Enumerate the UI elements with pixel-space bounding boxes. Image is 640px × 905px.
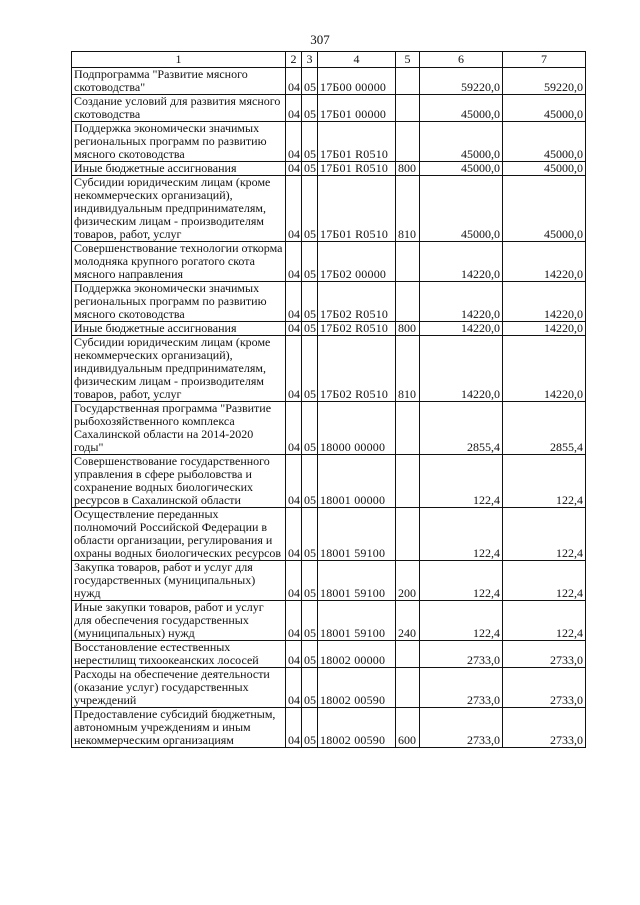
section-code: 04: [286, 68, 302, 95]
budget-table: [71, 51, 586, 748]
section-code: 04: [286, 641, 302, 668]
target-article-code: 18001 59100: [318, 508, 396, 561]
section-code: 04: [286, 176, 302, 242]
table-row: [72, 282, 586, 322]
amount-col-7: 2733,0: [503, 641, 586, 668]
target-article-code: 17Б02 00000: [318, 242, 396, 282]
expense-type-code: [396, 455, 420, 508]
subsection-code: 05: [302, 176, 318, 242]
subsection-code: 05: [302, 455, 318, 508]
item-name: Поддержка экономически значимых региональных программ по развитию мясного скотоводства: [72, 282, 286, 322]
section-code: 04: [286, 336, 302, 402]
item-name: Расходы на обеспечение деятельности (оказание услуг) государственных учреждений: [72, 668, 286, 708]
item-name: Субсидии юридическим лицам (кроме некоммерческих организаций), индивидуальным предпринимателям, физическим лицам - производителям товаров, работ, услуг: [72, 176, 286, 242]
section-code: 04: [286, 322, 302, 336]
table-row: [72, 708, 586, 748]
table-row: [72, 322, 586, 336]
table-row: [72, 95, 586, 122]
table-row: [72, 176, 586, 242]
target-article-code: 18001 00000: [318, 455, 396, 508]
table-header-row: [72, 52, 586, 68]
section-code: 04: [286, 122, 302, 162]
amount-col-6: 2733,0: [420, 668, 503, 708]
target-article-code: 17Б02 R0510: [318, 322, 396, 336]
expense-type-code: [396, 641, 420, 668]
expense-type-code: [396, 68, 420, 95]
page-number: 307: [310, 32, 330, 47]
amount-col-6: 2855,4: [420, 402, 503, 455]
section-code: 04: [286, 162, 302, 176]
amount-col-7: 14220,0: [503, 282, 586, 322]
expense-type-code: [396, 242, 420, 282]
section-code: 04: [286, 455, 302, 508]
table-row: [72, 242, 586, 282]
amount-col-6: 122,4: [420, 455, 503, 508]
subsection-code: 05: [302, 641, 318, 668]
item-name: Государственная программа "Развитие рыбохозяйственного комплекса Сахалинской области на 2014-2020 годы": [72, 402, 286, 455]
amount-col-6: 45000,0: [420, 176, 503, 242]
item-name: Создание условий для развития мясного скотоводства: [72, 95, 286, 122]
amount-col-7: 2733,0: [503, 668, 586, 708]
expense-type-code: [396, 402, 420, 455]
item-name: Совершенствование государственного управления в сфере рыболовства и сохранение водных биологических ресурсов в Сахалинской области: [72, 455, 286, 508]
amount-col-7: 14220,0: [503, 336, 586, 402]
amount-col-6: 122,4: [420, 508, 503, 561]
table-row: [72, 336, 586, 402]
table-row: [72, 641, 586, 668]
header-col-7: 7: [503, 52, 586, 68]
amount-col-7: 14220,0: [503, 322, 586, 336]
header-col-5: 5: [396, 52, 420, 68]
target-article-code: 18002 00590: [318, 668, 396, 708]
subsection-code: 05: [302, 402, 318, 455]
table-row: [72, 561, 586, 601]
amount-col-7: 14220,0: [503, 242, 586, 282]
amount-col-6: 45000,0: [420, 95, 503, 122]
subsection-code: 05: [302, 68, 318, 95]
table-row: [72, 402, 586, 455]
amount-col-7: 122,4: [503, 561, 586, 601]
amount-col-7: 45000,0: [503, 176, 586, 242]
section-code: 04: [286, 561, 302, 601]
expense-type-code: 800: [396, 162, 420, 176]
subsection-code: 05: [302, 95, 318, 122]
expense-type-code: [396, 282, 420, 322]
amount-col-6: 45000,0: [420, 122, 503, 162]
amount-col-6: 59220,0: [420, 68, 503, 95]
amount-col-7: 45000,0: [503, 162, 586, 176]
amount-col-6: 14220,0: [420, 282, 503, 322]
amount-col-7: 122,4: [503, 455, 586, 508]
amount-col-7: 2733,0: [503, 708, 586, 748]
subsection-code: 05: [302, 508, 318, 561]
subsection-code: 05: [302, 561, 318, 601]
table-row: [72, 455, 586, 508]
subsection-code: 05: [302, 708, 318, 748]
item-name: Иные закупки товаров, работ и услуг для обеспечения государственных (муниципальных) нужд: [72, 601, 286, 641]
item-name: Подпрограмма "Развитие мясного скотоводства": [72, 68, 286, 95]
expense-type-code: [396, 95, 420, 122]
amount-col-7: 59220,0: [503, 68, 586, 95]
target-article-code: 18002 00000: [318, 641, 396, 668]
item-name: Закупка товаров, работ и услуг для государственных (муниципальных) нужд: [72, 561, 286, 601]
subsection-code: 05: [302, 282, 318, 322]
amount-col-6: 14220,0: [420, 322, 503, 336]
amount-col-6: 122,4: [420, 561, 503, 601]
target-article-code: 18001 59100: [318, 601, 396, 641]
section-code: 04: [286, 668, 302, 708]
table-row: [72, 122, 586, 162]
subsection-code: 05: [302, 242, 318, 282]
item-name: Иные бюджетные ассигнования: [72, 162, 286, 176]
section-code: 04: [286, 402, 302, 455]
subsection-code: 05: [302, 122, 318, 162]
subsection-code: 05: [302, 668, 318, 708]
section-code: 04: [286, 508, 302, 561]
expense-type-code: [396, 508, 420, 561]
amount-col-6: 14220,0: [420, 336, 503, 402]
amount-col-6: 14220,0: [420, 242, 503, 282]
item-name: Поддержка экономически значимых региональных программ по развитию мясного скотоводства: [72, 122, 286, 162]
amount-col-6: 122,4: [420, 601, 503, 641]
expense-type-code: [396, 668, 420, 708]
section-code: 04: [286, 242, 302, 282]
target-article-code: 18001 59100: [318, 561, 396, 601]
target-article-code: 18000 00000: [318, 402, 396, 455]
subsection-code: 05: [302, 322, 318, 336]
target-article-code: 17Б02 R0510: [318, 336, 396, 402]
amount-col-6: 45000,0: [420, 162, 503, 176]
section-code: 04: [286, 601, 302, 641]
table-row: [72, 508, 586, 561]
section-code: 04: [286, 282, 302, 322]
item-name: Субсидии юридическим лицам (кроме некоммерческих организаций), индивидуальным предпринимателям, физическим лицам - производителям товаров, работ, услуг: [72, 336, 286, 402]
target-article-code: 18002 00590: [318, 708, 396, 748]
subsection-code: 05: [302, 162, 318, 176]
header-col-6: 6: [420, 52, 503, 68]
table-row: [72, 68, 586, 95]
table-row: [72, 162, 586, 176]
expense-type-code: [396, 122, 420, 162]
item-name: Осуществление переданных полномочий Российской Федерации в области организации, регулирования и охраны водных биологических ресурсов: [72, 508, 286, 561]
target-article-code: 17Б01 00000: [318, 95, 396, 122]
subsection-code: 05: [302, 601, 318, 641]
item-name: Предоставление субсидий бюджетным, автономным учреждениям и иным некоммерческим организациям: [72, 708, 286, 748]
header-col-1: 1: [72, 52, 286, 68]
amount-col-7: 45000,0: [503, 122, 586, 162]
target-article-code: 17Б00 00000: [318, 68, 396, 95]
item-name: Иные бюджетные ассигнования: [72, 322, 286, 336]
amount-col-6: 2733,0: [420, 641, 503, 668]
target-article-code: 17Б01 R0510: [318, 162, 396, 176]
expense-type-code: 200: [396, 561, 420, 601]
amount-col-7: 45000,0: [503, 95, 586, 122]
amount-col-7: 2855,4: [503, 402, 586, 455]
section-code: 04: [286, 708, 302, 748]
expense-type-code: 240: [396, 601, 420, 641]
item-name: Восстановление естественных нерестилищ тихоокеанских лососей: [72, 641, 286, 668]
subsection-code: 05: [302, 336, 318, 402]
table-row: [72, 601, 586, 641]
target-article-code: 17Б01 R0510: [318, 176, 396, 242]
expense-type-code: 810: [396, 176, 420, 242]
expense-type-code: 810: [396, 336, 420, 402]
header-col-4: 4: [318, 52, 396, 68]
expense-type-code: 600: [396, 708, 420, 748]
target-article-code: 17Б01 R0510: [318, 122, 396, 162]
header-col-2: 2: [286, 52, 302, 68]
header-col-3: 3: [302, 52, 318, 68]
item-name: Совершенствование технологии откорма молодняка крупного рогатого скота мясного направления: [72, 242, 286, 282]
section-code: 04: [286, 95, 302, 122]
amount-col-6: 2733,0: [420, 708, 503, 748]
target-article-code: 17Б02 R0510: [318, 282, 396, 322]
expense-type-code: 800: [396, 322, 420, 336]
amount-col-7: 122,4: [503, 508, 586, 561]
table-row: [72, 668, 586, 708]
amount-col-7: 122,4: [503, 601, 586, 641]
